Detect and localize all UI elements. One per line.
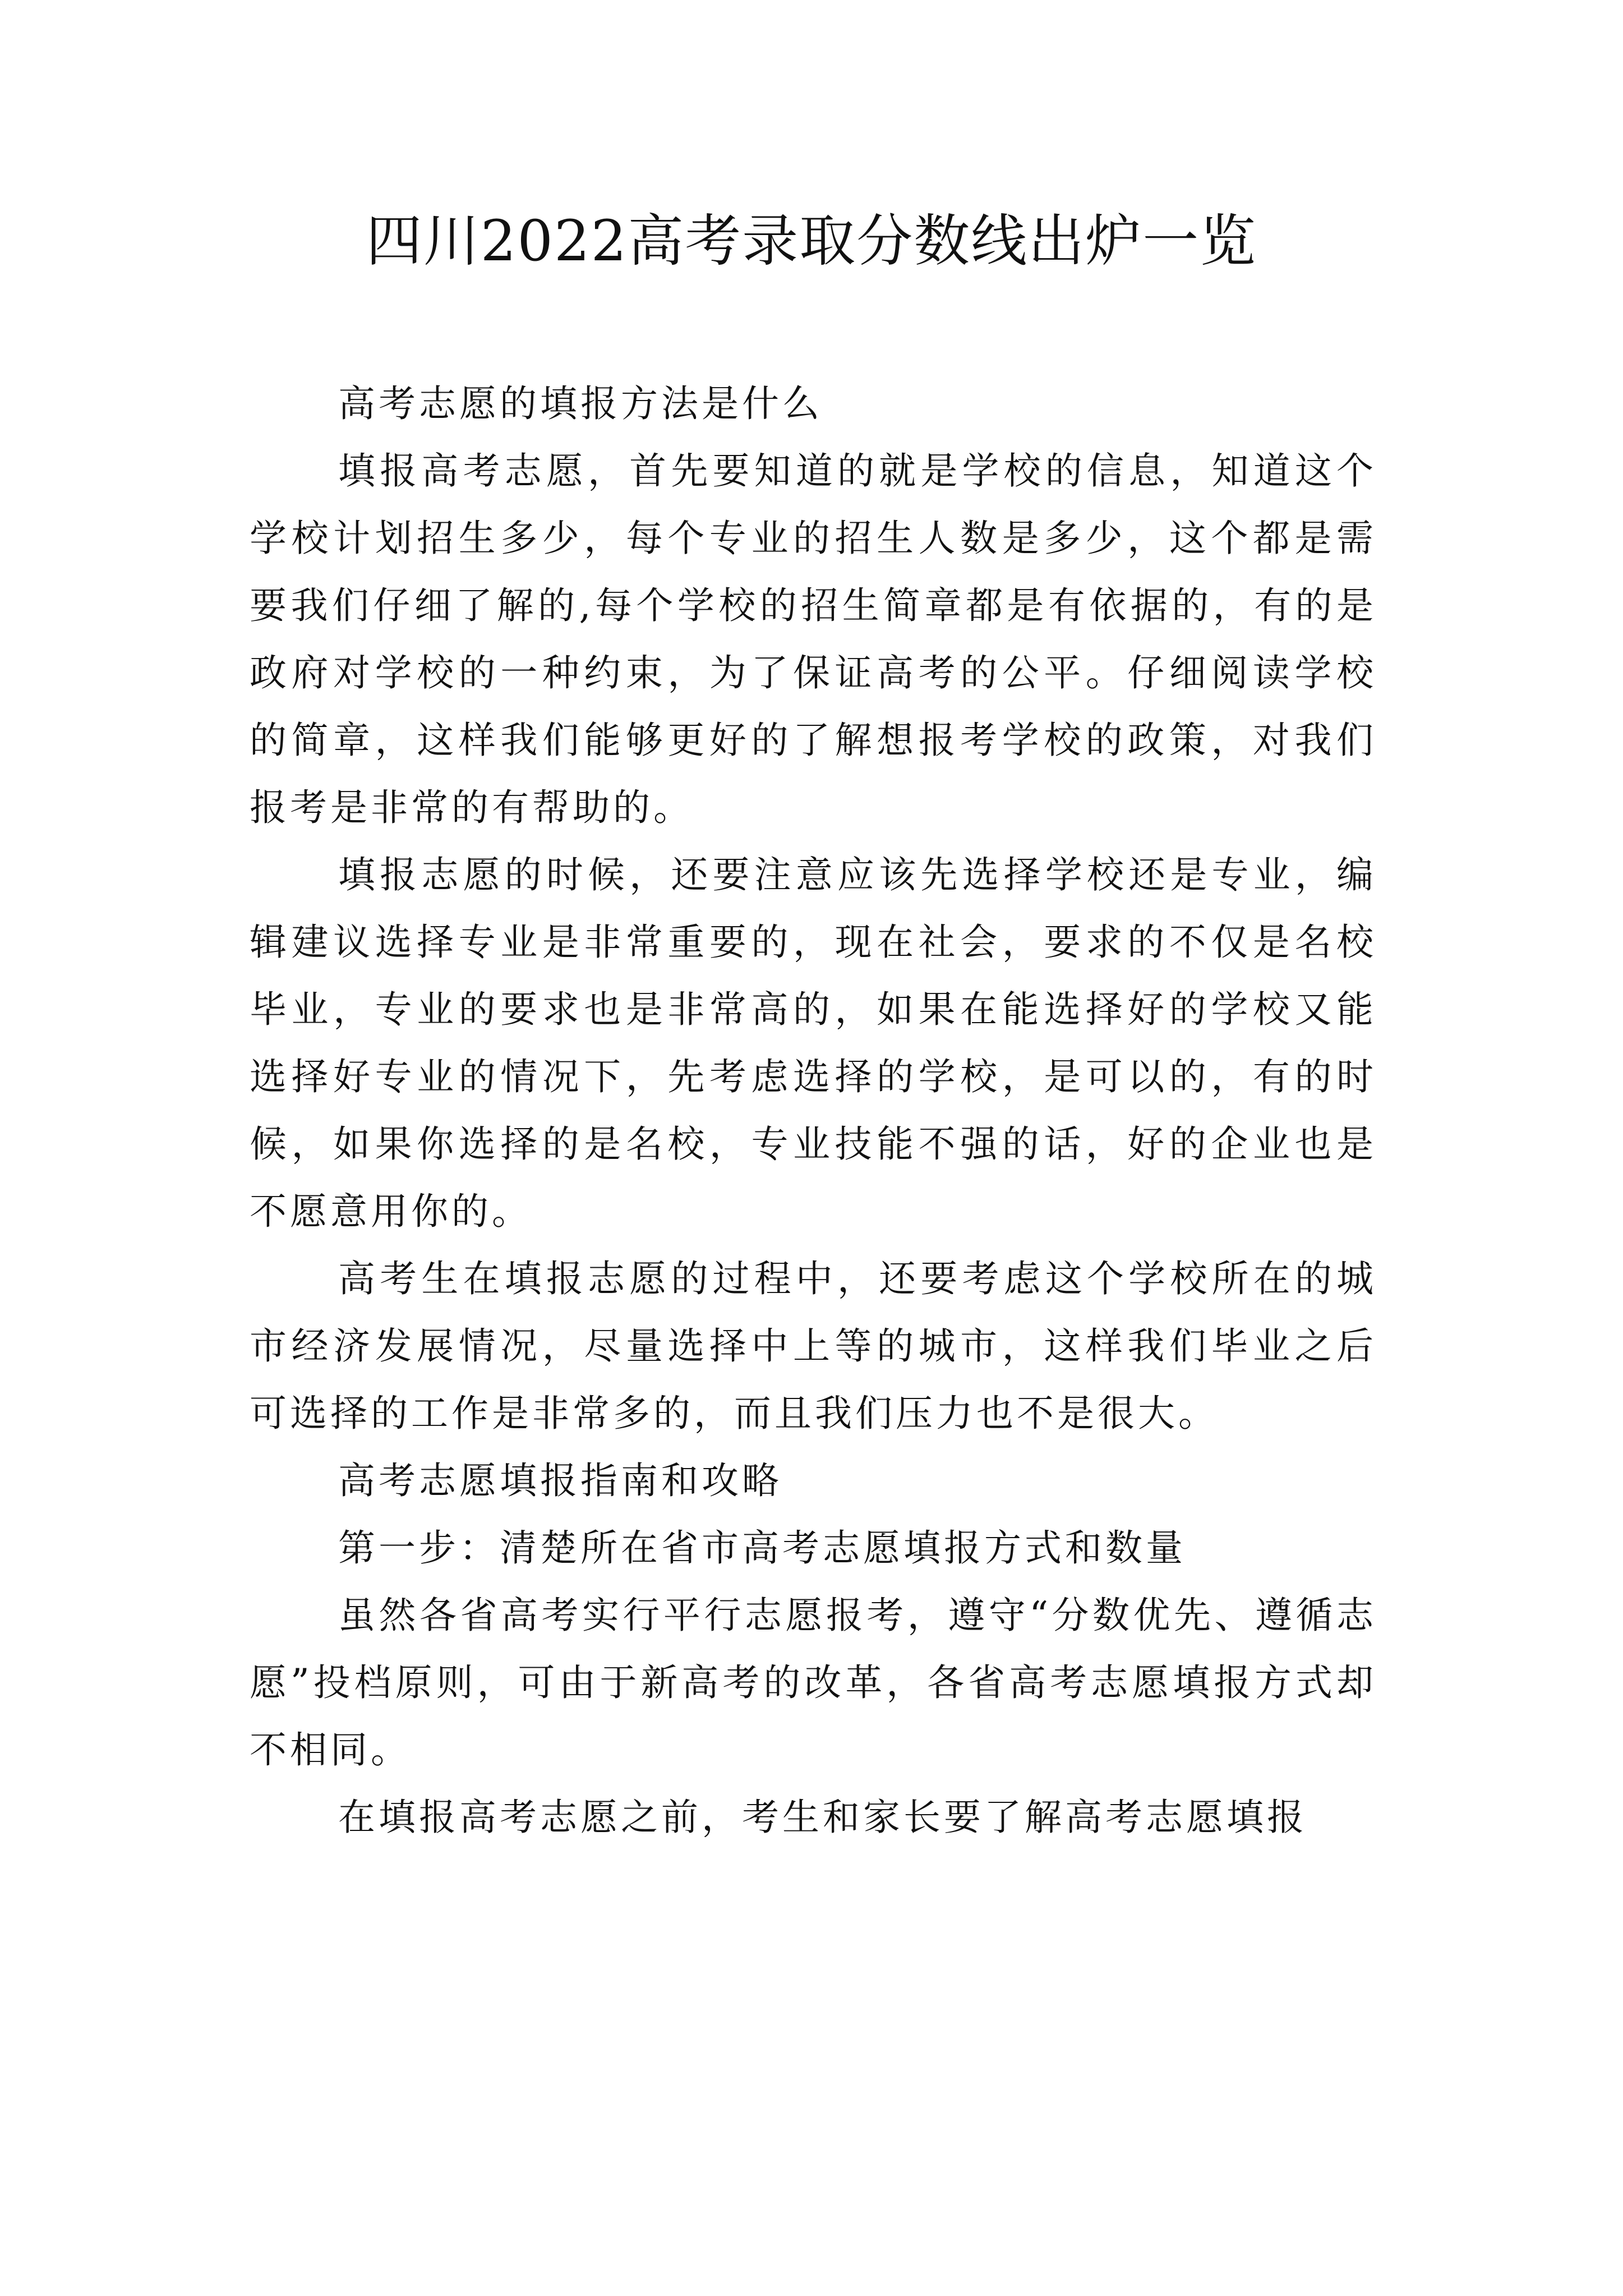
paragraph-school-info: 填报高考志愿，首先要知道的就是学校的信息，知道这个学校计划招生多少，每个专业的招生人数是多少，这个都是需要我们仔细了解的,每个学校的招生简章都是有依据的，有的是政府对学校的一种约束，为了保证高考的公平。仔细阅读学校的简章，这样我们能够更好的了解想报考学校的政策，对我们报考是非常的有帮助的。: [250, 449, 1377, 829]
paragraph-before-filling: 在填报高考志愿之前，考生和家长要了解高考志愿填报: [338, 1796, 1307, 1839]
paragraph-step-one: 第一步：清楚所在省市高考志愿填报方式和数量: [338, 1526, 1186, 1570]
document-title: 四川2022高考录取分数线出炉一览: [366, 208, 1257, 274]
paragraph-heading-method: 高考志愿的填报方法是什么: [338, 382, 823, 425]
document-body: [250, 370, 1377, 1851]
paragraph-city-economy: 高考生在填报志愿的过程中，还要考虑这个学校所在的城市经济发展情况，尽量选择中上等的城市，这样我们毕业之后可选择的工作是非常多的，而且我们压力也不是很大。: [250, 1257, 1377, 1435]
paragraph-parallel-volunteer: 虽然各省高考实行平行志愿报考，遵守“分数优先、遵循志愿”投档原则，可由于新高考的改革，各省高考志愿填报方式却不相同。: [250, 1594, 1377, 1772]
paragraph-heading-guide: 高考志愿填报指南和攻略: [338, 1459, 782, 1502]
paragraph-school-or-major: 填报志愿的时候，还要注意应该先选择学校还是专业，编辑建议选择专业是非常重要的，现在社会，要求的不仅是名校毕业，专业的要求也是非常高的，如果在能选择好的学校又能选择好专业的情况下，先考虑选择的学校，是可以的，有的时候，如果你选择的是名校，专业技能不强的话，好的企业也是不愿意用你的。: [250, 853, 1377, 1233]
